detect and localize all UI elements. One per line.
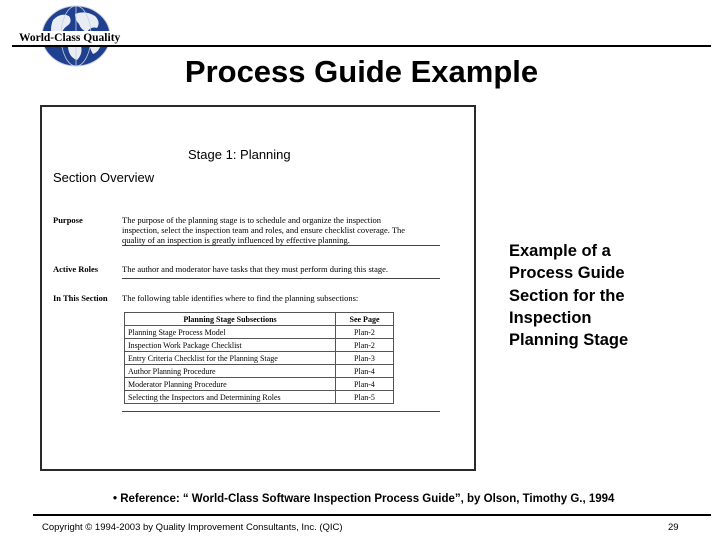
subsections-table	[124, 312, 394, 404]
table-header-row	[125, 313, 394, 326]
table-cell: Author Planning Procedure	[125, 365, 336, 378]
column-header: Planning Stage Subsections	[125, 313, 336, 326]
slide-caption	[509, 240, 709, 351]
text-line: quality of an inspection is greatly influenced by effective planning.	[122, 235, 350, 245]
brand-name: World-Class Quality	[19, 32, 121, 44]
caption-line: Process Guide	[509, 264, 625, 283]
table-cell: Entry Criteria Checklist for the Planning Stage	[125, 352, 336, 365]
table-cell: Plan-2	[336, 339, 394, 352]
divider	[122, 278, 440, 279]
text-line: The author and moderator have tasks that they must perform during this stage.	[122, 264, 389, 274]
stage-heading: Stage 1: Planning	[188, 147, 291, 162]
slide-title: Process Guide Example	[184, 54, 539, 89]
copyright-text: Copyright © 1994-2003 by Quality Improvement Consultants, Inc. (QIC)	[42, 522, 343, 533]
caption-line: Inspection	[509, 308, 592, 327]
row-text-in-this-section	[122, 293, 440, 303]
text-line: The following table identifies where to find the planning subsections:	[122, 293, 359, 303]
row-text-active-roles	[122, 264, 440, 274]
table-cell: Plan-3	[336, 352, 394, 365]
section-heading: Section Overview	[53, 170, 155, 185]
divider	[122, 245, 440, 246]
column-header: See Page	[336, 313, 394, 326]
text-line: inspection, select the inspection team and roles, and ensure checklist coverage. The	[122, 225, 406, 235]
table-cell: Plan-4	[336, 365, 394, 378]
table-row	[125, 365, 394, 378]
row-label-in-this-section: In This Section	[53, 293, 108, 303]
caption-line: Example of a	[509, 242, 611, 260]
table-cell: Plan-2	[336, 326, 394, 339]
table-cell: Planning Stage Process Model	[125, 326, 336, 339]
table-row	[125, 391, 394, 404]
row-label-purpose: Purpose	[53, 215, 83, 225]
page-number: 29	[668, 522, 679, 533]
table-cell: Inspection Work Package Checklist	[125, 339, 336, 352]
table-cell: Selecting the Inspectors and Determining Roles	[125, 391, 336, 404]
caption-line: Section for the	[509, 286, 625, 305]
process-guide-page	[40, 105, 476, 471]
caption-line: Planning Stage	[509, 331, 629, 350]
table-cell: Plan-4	[336, 378, 394, 391]
divider	[122, 411, 440, 412]
table-row	[125, 352, 394, 365]
reference-note: • Reference: “ World-Class Software Inspection Process Guide”, by Olson, Timothy G., 1994	[113, 493, 615, 505]
row-text-purpose	[122, 215, 440, 245]
footer-rule	[33, 514, 711, 516]
table-row	[125, 378, 394, 391]
row-label-active-roles: Active Roles	[53, 264, 99, 274]
header-rule	[12, 45, 711, 47]
table-row	[125, 326, 394, 339]
table-cell: Moderator Planning Procedure	[125, 378, 336, 391]
table-row	[125, 339, 394, 352]
text-line: The purpose of the planning stage is to schedule and organize the inspection	[122, 215, 382, 225]
table-cell: Plan-5	[336, 391, 394, 404]
